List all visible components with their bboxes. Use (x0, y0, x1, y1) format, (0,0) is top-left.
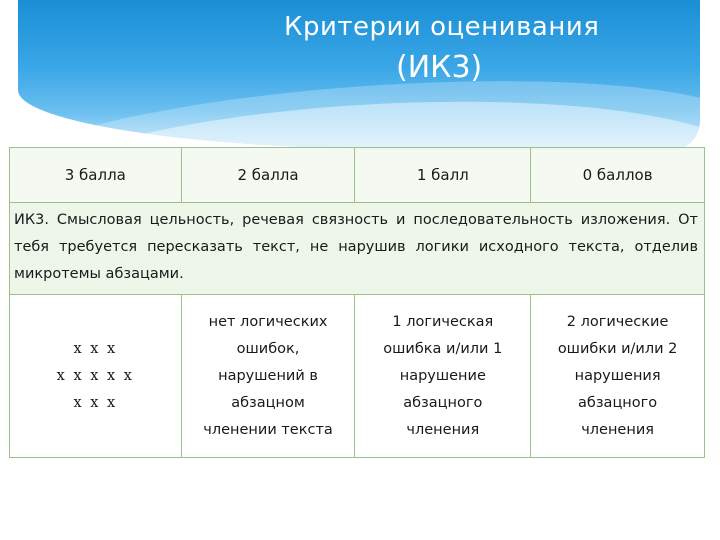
header-cell-0: 0 баллов (531, 148, 705, 203)
criteria-cell-1 (355, 295, 531, 458)
criteria-cell-2 (181, 295, 355, 458)
criteria-line: x x x x x (56, 367, 134, 384)
criteria-line: членения (406, 421, 480, 438)
criteria-table (9, 147, 705, 458)
criterion-description: ИК3. Смысловая цельность, речевая связность и последовательность изложения. От тебя требуется пересказать текст, не нарушив логики исходного текста, отделив микротемы абзацами. (10, 203, 705, 295)
criteria-line: ошибок, (236, 340, 300, 357)
header-cell-2: 2 балла (181, 148, 355, 203)
description-row (10, 203, 705, 295)
criteria-line: членении текста (203, 421, 333, 438)
slide-title: Критерии оценивания (284, 12, 600, 42)
criteria-line: абзацном (231, 394, 305, 411)
criteria-line: нарушений в (218, 367, 318, 384)
slide-subtitle: (ИК3) (396, 50, 483, 85)
criteria-line: нарушение (399, 367, 486, 384)
header-cell-1: 1 балл (355, 148, 531, 203)
criteria-row (10, 295, 705, 458)
criteria-line: абзацного (578, 394, 658, 411)
criteria-line: членения (581, 421, 654, 438)
criteria-line: 1 логическая (392, 313, 494, 330)
criteria-line: нет логических (208, 313, 328, 330)
criteria-line: абзацного (403, 394, 483, 411)
score-header-row (10, 148, 705, 203)
criteria-line: x x x (73, 394, 118, 411)
header-cell-3: 3 балла (10, 148, 182, 203)
criteria-line: нарушения (574, 367, 661, 384)
criteria-line: ошибка и/или 1 (383, 340, 503, 357)
criteria-line: x x x (73, 340, 118, 357)
criteria-cell-3 (10, 295, 182, 458)
criteria-cell-0 (531, 295, 705, 458)
criteria-line: ошибки и/или 2 (557, 340, 678, 357)
criteria-line: 2 логические (566, 313, 669, 330)
